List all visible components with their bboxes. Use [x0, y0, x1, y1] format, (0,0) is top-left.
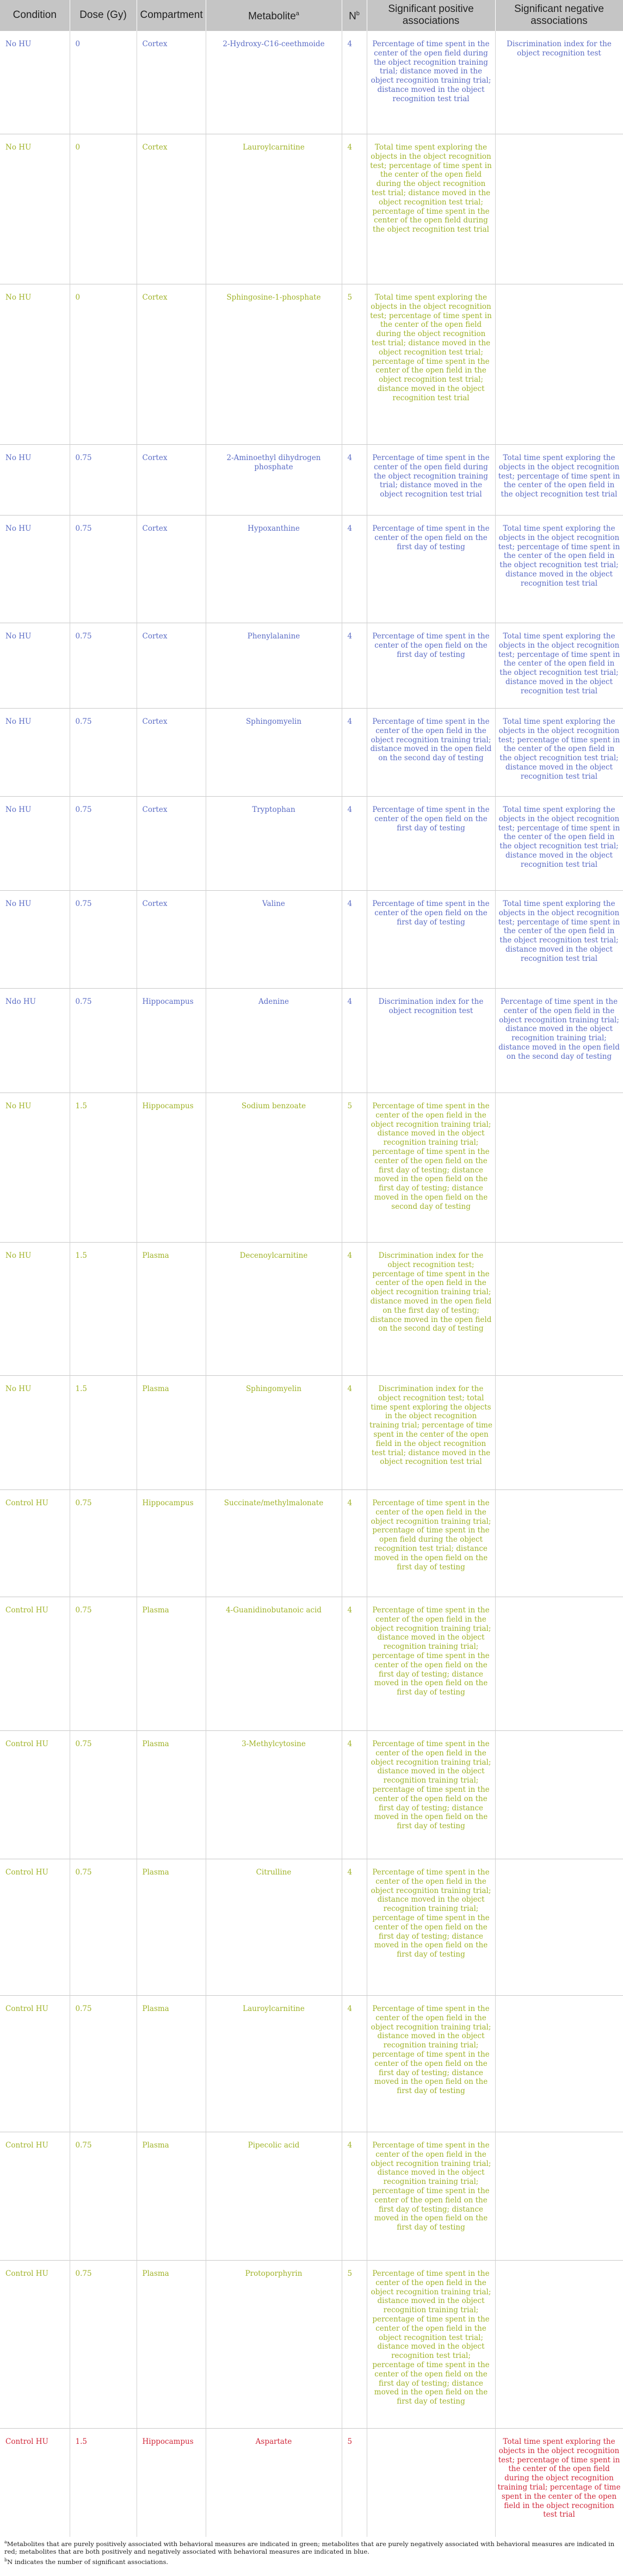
cell-negative-associations: Percentage of time spent in the center of the open field in the object recognition training trial; distance moved in the object recognition training trial; distance moved in the open field on the second day of testing — [495, 989, 623, 1093]
cell-condition: Control HU — [0, 2429, 70, 2537]
cell-negative-associations — [495, 134, 623, 284]
cell-compartment: Plasma — [137, 1996, 206, 2132]
cell-negative-associations — [495, 1376, 623, 1490]
footnote-a-text: Metabolites that are purely positively associated with behavioral measures are indicated in green; metabolites that are purely negatively associated with behavioral measures are indicated in red; metabolites that are both positively and negatively associated with behavioral measures are indicated in blue. — [4, 2540, 615, 2556]
cell-negative-associations: Discrimination index for the object recognition test — [495, 31, 623, 134]
cell-negative-associations — [495, 1490, 623, 1597]
cell-dose: 0.75 — [70, 445, 137, 516]
cell-n: 5 — [342, 284, 367, 445]
cell-compartment: Plasma — [137, 1376, 206, 1490]
cell-metabolite: Protoporphyrin — [206, 2261, 342, 2429]
cell-negative-associations — [495, 1597, 623, 1731]
cell-condition: No HU — [0, 709, 70, 797]
header-n-label: N — [349, 10, 356, 22]
cell-condition: No HU — [0, 1093, 70, 1243]
cell-positive-associations: Percentage of time spent in the center of the open field during the object recognition training trial; distance moved in the object recognition test trial — [367, 445, 495, 516]
cell-metabolite: Sodium benzoate — [206, 1093, 342, 1243]
cell-dose: 0 — [70, 31, 137, 134]
cell-n: 5 — [342, 1093, 367, 1243]
cell-n: 5 — [342, 2429, 367, 2537]
header-negative-associations: Significant negative associations — [495, 0, 623, 31]
cell-dose: 0.75 — [70, 1731, 137, 1859]
cell-n: 4 — [342, 134, 367, 284]
cell-compartment: Cortex — [137, 31, 206, 134]
cell-metabolite: Lauroylcarnitine — [206, 134, 342, 284]
table-row — [0, 1490, 623, 1597]
cell-condition: No HU — [0, 891, 70, 989]
cell-positive-associations: Percentage of time spent in the center of the open field in the object recognition training trial; percentage of time spent in the open field during the object recognition test trial; distance moved in the open field on the first day of testing — [367, 1490, 495, 1597]
cell-dose: 1.5 — [70, 1376, 137, 1490]
header-dose: Dose (Gy) — [70, 0, 137, 31]
cell-metabolite: 2-Aminoethyl dihydrogen phosphate — [206, 445, 342, 516]
table-row — [0, 284, 623, 445]
cell-condition: Control HU — [0, 1731, 70, 1859]
cell-metabolite: Lauroylcarnitine — [206, 1996, 342, 2132]
cell-n: 4 — [342, 445, 367, 516]
cell-n: 4 — [342, 1490, 367, 1597]
cell-metabolite: Tryptophan — [206, 797, 342, 891]
table-row — [0, 445, 623, 516]
cell-negative-associations — [495, 1859, 623, 1996]
cell-n: 4 — [342, 516, 367, 623]
table-row — [0, 2429, 623, 2537]
table-row — [0, 797, 623, 891]
cell-metabolite: Decenoylcarnitine — [206, 1243, 342, 1376]
cell-positive-associations: Total time spent exploring the objects in the object recognition test; percentage of time spent in the center of the open field during the object recognition test trial; distance moved in the object recognition test trial; percentage of time spent in the center of the open field during the object recognition test trial — [367, 134, 495, 284]
cell-n: 5 — [342, 2261, 367, 2429]
table-row — [0, 623, 623, 709]
cell-metabolite: Sphingomyelin — [206, 1376, 342, 1490]
cell-positive-associations: Total time spent exploring the objects in the object recognition test; percentage of time spent in the center of the open field during the object recognition test trial; distance moved in the object recognition test trial; percentage of time spent in the center of the open field in the object recognition test trial; distance moved in the object recognition test trial — [367, 284, 495, 445]
cell-condition: Ndo HU — [0, 989, 70, 1093]
cell-n: 4 — [342, 2132, 367, 2261]
cell-dose: 0.75 — [70, 1859, 137, 1996]
cell-metabolite: 2-Hydroxy-C16-ceethmoide — [206, 31, 342, 134]
header-condition: Condition — [0, 0, 70, 31]
table-footnotes — [0, 2537, 623, 2567]
cell-positive-associations: Discrimination index for the object recognition test — [367, 989, 495, 1093]
cell-n: 4 — [342, 1597, 367, 1731]
table-row — [0, 2132, 623, 2261]
cell-positive-associations: Percentage of time spent in the center of the open field in the object recognition training trial; distance moved in the object recognition training trial; percentage of time spent in the center of the open field on the first day of testing; distance moved in the open field on the first day of testing; distance moved in the open field on the second day of testing — [367, 1093, 495, 1243]
cell-negative-associations — [495, 284, 623, 445]
table-row — [0, 31, 623, 134]
cell-condition: Control HU — [0, 1597, 70, 1731]
cell-compartment: Cortex — [137, 134, 206, 284]
cell-negative-associations: Total time spent exploring the objects in the object recognition test; percentage of time spent in the center of the open field in the object recognition test trial; distance moved in the object recognition test trial — [495, 516, 623, 623]
cell-n: 4 — [342, 797, 367, 891]
cell-metabolite: Adenine — [206, 989, 342, 1093]
cell-compartment: Cortex — [137, 516, 206, 623]
cell-condition: No HU — [0, 797, 70, 891]
cell-metabolite: 4-Guanidinobutanoic acid — [206, 1597, 342, 1731]
cell-negative-associations: Total time spent exploring the objects in the object recognition test; percentage of time spent in the center of the open field during the object recognition training trial; percentage of time spent in the center of the open field in the object recognition test trial — [495, 2429, 623, 2537]
cell-condition: No HU — [0, 134, 70, 284]
cell-condition: Control HU — [0, 2132, 70, 2261]
table-row — [0, 989, 623, 1093]
cell-positive-associations: Percentage of time spent in the center of the open field during the object recognition training trial; distance moved in the object recognition training trial; distance moved in the object recognition test trial — [367, 31, 495, 134]
header-n-footnote-marker: b — [356, 10, 360, 17]
cell-positive-associations: Percentage of time spent in the center of the open field on the first day of testing — [367, 623, 495, 709]
cell-positive-associations: Percentage of time spent in the center of the open field on the first day of testing — [367, 891, 495, 989]
cell-compartment: Plasma — [137, 1859, 206, 1996]
cell-dose: 1.5 — [70, 1243, 137, 1376]
cell-metabolite: Citrulline — [206, 1859, 342, 1996]
table-header-row — [0, 0, 623, 31]
footnote-b-marker: b — [4, 2558, 8, 2563]
cell-positive-associations: Percentage of time spent in the center of the open field in the object recognition training trial; distance moved in the open field on the second day of testing — [367, 709, 495, 797]
cell-metabolite: Sphingosine-1-phosphate — [206, 284, 342, 445]
cell-compartment: Cortex — [137, 891, 206, 989]
cell-negative-associations: Total time spent exploring the objects in the object recognition test; percentage of time spent in the center of the open field in the object recognition test trial; distance moved in the object recognition test trial — [495, 797, 623, 891]
cell-metabolite: Aspartate — [206, 2429, 342, 2537]
table-row — [0, 516, 623, 623]
cell-dose: 0.75 — [70, 2261, 137, 2429]
cell-compartment: Hippocampus — [137, 2429, 206, 2537]
cell-n: 4 — [342, 1859, 367, 1996]
cell-dose: 0.75 — [70, 1597, 137, 1731]
cell-compartment: Cortex — [137, 623, 206, 709]
cell-positive-associations: Percentage of time spent in the center of the open field on the first day of testing — [367, 516, 495, 623]
cell-dose: 0.75 — [70, 709, 137, 797]
cell-metabolite: 3-Methylcytosine — [206, 1731, 342, 1859]
cell-condition: No HU — [0, 284, 70, 445]
cell-condition: Control HU — [0, 2261, 70, 2429]
cell-negative-associations — [495, 2261, 623, 2429]
cell-compartment: Cortex — [137, 284, 206, 445]
cell-condition: Control HU — [0, 1996, 70, 2132]
cell-negative-associations — [495, 1243, 623, 1376]
cell-metabolite: Sphingomyelin — [206, 709, 342, 797]
header-positive-associations: Significant positive associations — [367, 0, 495, 31]
table-row — [0, 891, 623, 989]
cell-n: 4 — [342, 1376, 367, 1490]
cell-compartment: Plasma — [137, 1731, 206, 1859]
cell-dose: 0 — [70, 284, 137, 445]
footnote-a — [4, 2538, 618, 2556]
cell-condition: No HU — [0, 1243, 70, 1376]
cell-positive-associations: Percentage of time spent in the center of the open field in the object recognition training trial; distance moved in the object recognition training trial; percentage of time spent in the center of the open field on the first day of testing; distance moved in the open field on the first day of testing — [367, 1731, 495, 1859]
cell-compartment: Cortex — [137, 709, 206, 797]
cell-metabolite: Pipecolic acid — [206, 2132, 342, 2261]
footnote-b-text: N indicates the number of significant associations. — [7, 2558, 169, 2566]
footnote-a-marker: a — [4, 2539, 7, 2544]
cell-positive-associations: Percentage of time spent in the center of the open field on the first day of testing — [367, 797, 495, 891]
cell-dose: 0.75 — [70, 1490, 137, 1597]
cell-positive-associations: Percentage of time spent in the center of the open field in the object recognition training trial; distance moved in the object recognition training trial; percentage of time spent in the center of the open field on the first day of testing; distance moved in the open field on the first day of testing — [367, 1996, 495, 2132]
cell-negative-associations — [495, 1996, 623, 2132]
cell-metabolite: Phenylalanine — [206, 623, 342, 709]
cell-negative-associations: Total time spent exploring the objects in the object recognition test; percentage of time spent in the center of the open field in the object recognition test trial — [495, 445, 623, 516]
cell-dose: 0.75 — [70, 2132, 137, 2261]
cell-compartment: Plasma — [137, 1597, 206, 1731]
cell-positive-associations: Percentage of time spent in the center of the open field in the object recognition training trial; distance moved in the object recognition training trial; percentage of time spent in the center of the open field on the first day of testing; distance moved in the open field on the first day of testing — [367, 2132, 495, 2261]
cell-condition: No HU — [0, 31, 70, 134]
cell-negative-associations — [495, 1731, 623, 1859]
cell-dose: 0.75 — [70, 516, 137, 623]
cell-compartment: Cortex — [137, 797, 206, 891]
cell-condition: No HU — [0, 623, 70, 709]
header-compartment: Compartment — [137, 0, 206, 31]
cell-condition: No HU — [0, 445, 70, 516]
cell-condition: Control HU — [0, 1490, 70, 1597]
header-metabolite — [206, 0, 342, 31]
cell-positive-associations: Percentage of time spent in the center of the open field in the object recognition training trial; distance moved in the object recognition training trial; percentage of time spent in the center of the open field in the object recognition test trial; distance moved in the object recognition test trial; percentage of time spent in the center of the open field on the first day of testing; distance moved in the open field on the first day of testing — [367, 2261, 495, 2429]
cell-n: 4 — [342, 31, 367, 134]
cell-compartment: Plasma — [137, 2132, 206, 2261]
cell-positive-associations: Percentage of time spent in the center of the open field in the object recognition training trial; distance moved in the object recognition training trial; percentage of time spent in the center of the open field on the first day of testing; distance moved in the open field on the first day of testing — [367, 1597, 495, 1731]
cell-positive-associations: Percentage of time spent in the center of the open field in the object recognition training trial; distance moved in the object recognition training trial; percentage of time spent in the center of the open field on the first day of testing; distance moved in the open field on the first day of testing — [367, 1859, 495, 1996]
cell-dose: 0.75 — [70, 623, 137, 709]
cell-dose: 0.75 — [70, 1996, 137, 2132]
cell-n: 4 — [342, 1996, 367, 2132]
cell-n: 4 — [342, 989, 367, 1093]
cell-dose: 1.5 — [70, 2429, 137, 2537]
cell-dose: 0 — [70, 134, 137, 284]
cell-negative-associations: Total time spent exploring the objects in the object recognition test; percentage of time spent in the center of the open field in the object recognition test trial; distance moved in the object recognition test trial — [495, 623, 623, 709]
cell-positive-associations — [367, 2429, 495, 2537]
cell-negative-associations — [495, 2132, 623, 2261]
cell-negative-associations: Total time spent exploring the objects in the object recognition test; percentage of time spent in the center of the open field in the object recognition test trial; distance moved in the object recognition test trial — [495, 891, 623, 989]
header-metabolite-label: Metabolite — [248, 10, 296, 22]
cell-n: 4 — [342, 1731, 367, 1859]
cell-positive-associations: Discrimination index for the object recognition test; percentage of time spent in the center of the open field in the object recognition training trial; distance moved in the open field on the first day of testing; distance moved in the open field on the second day of testing — [367, 1243, 495, 1376]
cell-dose: 0.75 — [70, 891, 137, 989]
cell-n: 4 — [342, 623, 367, 709]
cell-metabolite: Valine — [206, 891, 342, 989]
table-body — [0, 31, 623, 2537]
table-row — [0, 709, 623, 797]
header-metabolite-footnote-marker: a — [295, 10, 299, 17]
cell-condition: Control HU — [0, 1859, 70, 1996]
cell-compartment: Plasma — [137, 1243, 206, 1376]
cell-metabolite: Hypoxanthine — [206, 516, 342, 623]
cell-condition: No HU — [0, 516, 70, 623]
table-row — [0, 1731, 623, 1859]
header-n — [342, 0, 367, 31]
table-row — [0, 1376, 623, 1490]
cell-compartment: Plasma — [137, 2261, 206, 2429]
cell-negative-associations — [495, 1093, 623, 1243]
cell-metabolite: Succinate/methylmalonate — [206, 1490, 342, 1597]
footnote-b — [4, 2556, 618, 2566]
table-row — [0, 134, 623, 284]
cell-n: 4 — [342, 1243, 367, 1376]
table-row — [0, 1243, 623, 1376]
table-row — [0, 1093, 623, 1243]
table-row — [0, 1859, 623, 1996]
table-row — [0, 2261, 623, 2429]
cell-compartment: Hippocampus — [137, 1490, 206, 1597]
cell-n: 4 — [342, 709, 367, 797]
cell-dose: 1.5 — [70, 1093, 137, 1243]
cell-n: 4 — [342, 891, 367, 989]
cell-dose: 0.75 — [70, 989, 137, 1093]
cell-positive-associations: Discrimination index for the object recognition test; total time spent exploring the objects in the object recognition training trial; percentage of time spent in the center of the open field in the object recognition test trial; distance moved in the object recognition test trial — [367, 1376, 495, 1490]
cell-dose: 0.75 — [70, 797, 137, 891]
cell-negative-associations: Total time spent exploring the objects in the object recognition test; percentage of time spent in the center of the open field in the object recognition test trial; distance moved in the object recognition test trial — [495, 709, 623, 797]
table-row — [0, 1597, 623, 1731]
cell-compartment: Cortex — [137, 445, 206, 516]
cell-compartment: Hippocampus — [137, 989, 206, 1093]
table-row — [0, 1996, 623, 2132]
cell-condition: No HU — [0, 1376, 70, 1490]
cell-compartment: Hippocampus — [137, 1093, 206, 1243]
